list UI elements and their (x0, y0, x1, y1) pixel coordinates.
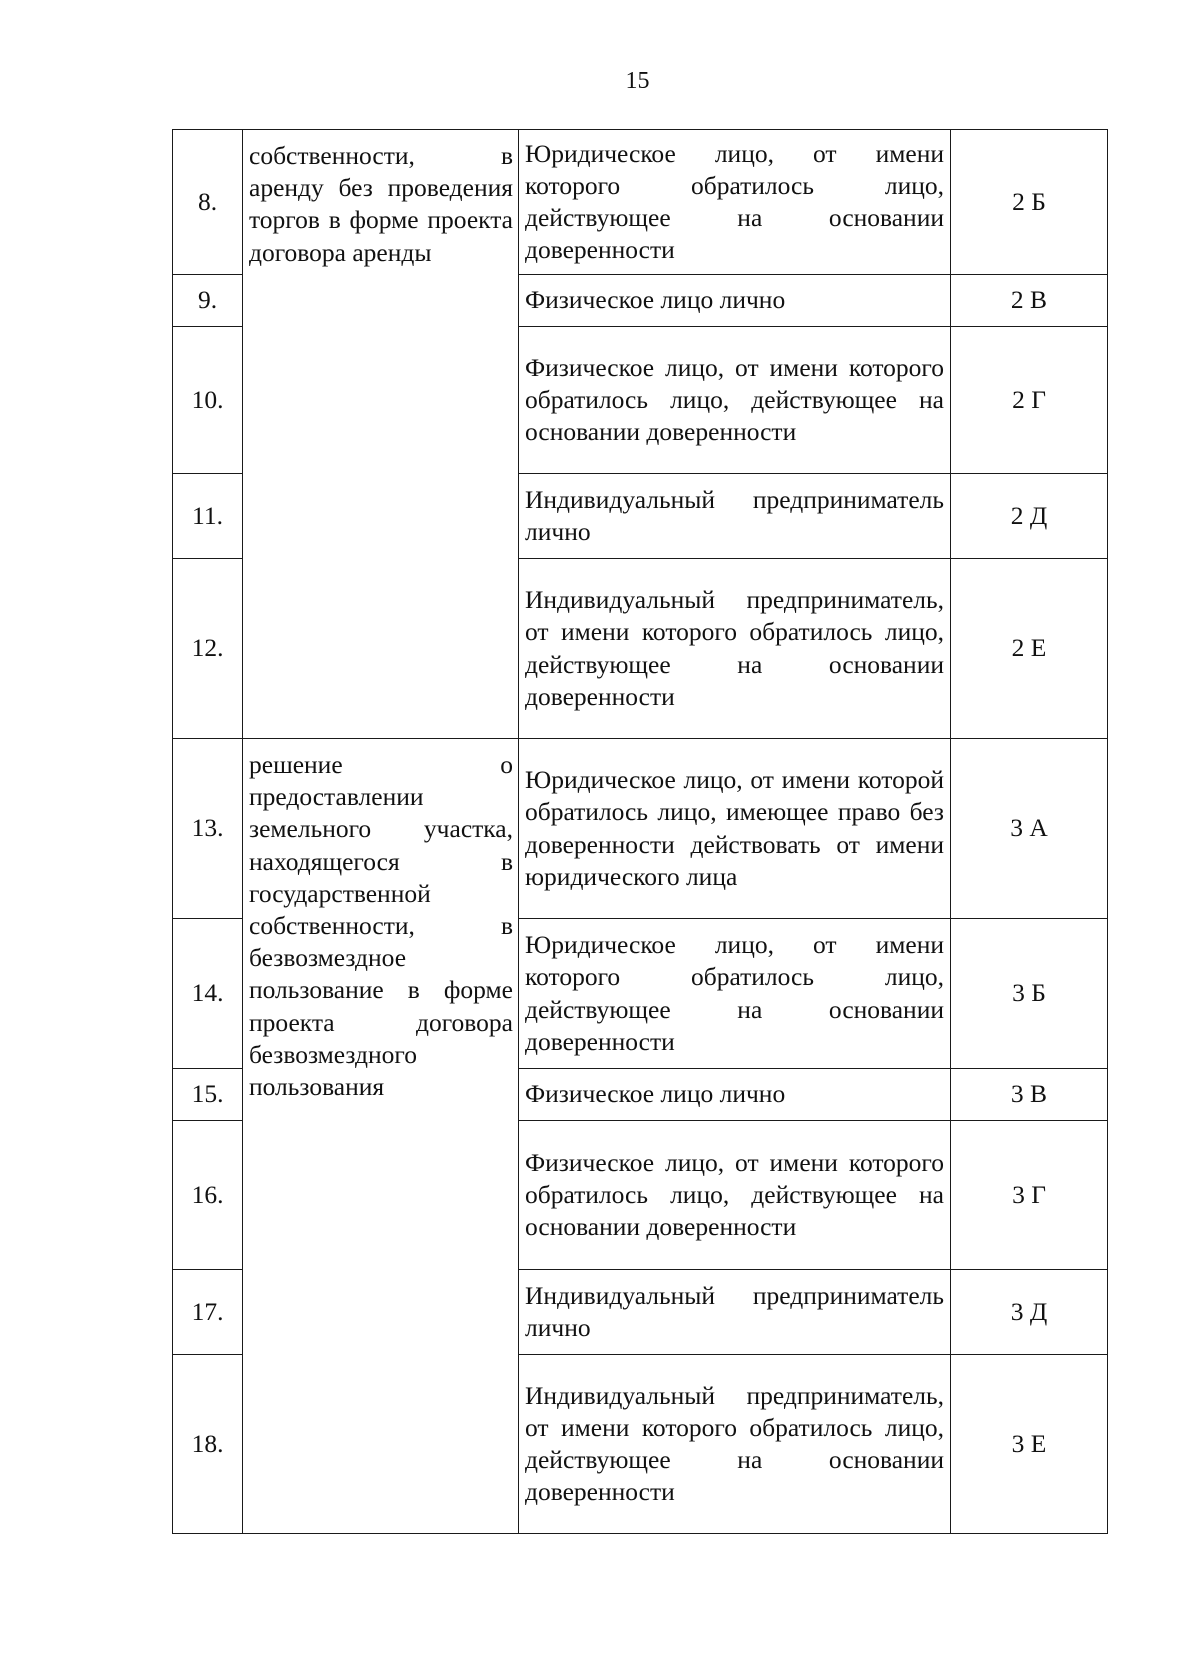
row-number: 16. (173, 1121, 243, 1270)
page-number: 15 (625, 68, 650, 94)
variant-code: 3 Г (951, 1121, 1108, 1270)
service-description: собственности, в аренду без проведения торгов в форме проекта договора аренды (243, 130, 519, 739)
row-number: 13. (173, 739, 243, 919)
row-number: 17. (173, 1270, 243, 1355)
row-number: 11. (173, 474, 243, 559)
variant-code: 3 Б (951, 919, 1108, 1069)
variant-code: 2 Г (951, 327, 1108, 474)
row-number: 18. (173, 1355, 243, 1534)
applicant-category: Индивидуальный предприниматель, от имени которого обратилось лицо, действующее на основании доверенности (519, 1355, 951, 1534)
applicant-category: Физическое лицо, от имени которого обратилось лицо, действующее на основании доверенности (519, 327, 951, 474)
variant-code: 2 Б (951, 130, 1108, 275)
row-number: 12. (173, 559, 243, 739)
row-number: 15. (173, 1069, 243, 1121)
service-description: решение о предоставлении земельного участка, находящегося в государственной собственности, в безвозмездное пользование в форме проекта договора безвозмездного пользования (243, 739, 519, 1534)
service-variants-table (172, 129, 1108, 1534)
applicant-category: Индивидуальный предприниматель лично (519, 474, 951, 559)
applicant-category: Физическое лицо лично (519, 1069, 951, 1121)
variant-code: 2 Д (951, 474, 1108, 559)
variant-code: 2 В (951, 275, 1108, 327)
table-row (173, 739, 1108, 919)
row-number: 8. (173, 130, 243, 275)
applicant-category: Физическое лицо, от имени которого обратилось лицо, действующее на основании доверенности (519, 1121, 951, 1270)
row-number: 9. (173, 275, 243, 327)
variant-code: 3 Е (951, 1355, 1108, 1534)
variant-code: 3 Д (951, 1270, 1108, 1355)
variant-code: 2 Е (951, 559, 1108, 739)
variant-code: 3 А (951, 739, 1108, 919)
applicant-category: Индивидуальный предприниматель лично (519, 1270, 951, 1355)
applicant-category: Юридическое лицо, от имени которого обратилось лицо, действующее на основании доверенности (519, 919, 951, 1069)
applicant-category: Индивидуальный предприниматель, от имени которого обратилось лицо, действующее на основании доверенности (519, 559, 951, 739)
applicant-category: Физическое лицо лично (519, 275, 951, 327)
applicant-category: Юридическое лицо, от имени которой обратилось лицо, имеющее право без доверенности действовать от имени юридического лица (519, 739, 951, 919)
applicant-category: Юридическое лицо, от имени которого обратилось лицо, действующее на основании доверенности (519, 130, 951, 275)
row-number: 14. (173, 919, 243, 1069)
row-number: 10. (173, 327, 243, 474)
variant-code: 3 В (951, 1069, 1108, 1121)
table-row (173, 130, 1108, 275)
